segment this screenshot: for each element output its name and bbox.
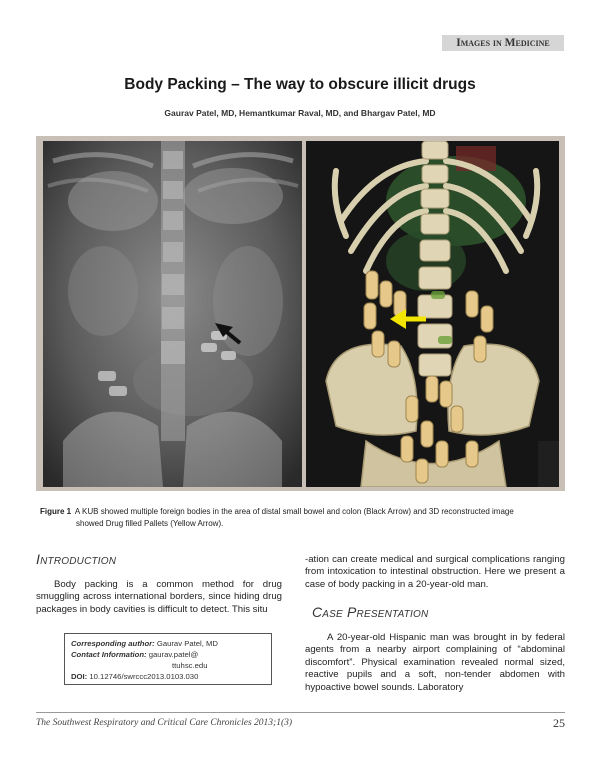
case-presentation-text: A 20-year-old Hispanic man was brought in by federal agents from a nearby airport complaining of “abdominal discomfort”. Physical examination revealed normal sized, reactive pupils and a soft, non-tender abdomen with hypoactive bowel sounds. Laboratory [305, 632, 565, 693]
case-presentation-heading: Case Presentation [312, 604, 429, 620]
ct-3d-drawing [306, 141, 559, 487]
contact-email-line1[interactable]: gaurav.patel@ [148, 650, 199, 659]
doi-value[interactable]: 10.12746/swrccc2013.0103.030 [89, 672, 199, 681]
article-title: Body Packing – The way to obscure illicit drugs [124, 76, 476, 93]
contact-email-line2[interactable]: ttuhsc.edu [172, 661, 208, 670]
page-number: 25 [553, 716, 565, 730]
ct-3d-reconstruction-image [306, 141, 559, 487]
introduction-heading: Introduction [36, 551, 117, 567]
doi-label: DOI: [71, 672, 88, 681]
article-authors: Gaurav Patel, MD, Hemantkumar Raval, MD, and Bhargav Patel, MD [164, 108, 436, 118]
introduction-text-left: Body packing is a common method for drug smuggling across international borders, since hiding drug packages in body cavities is difficult to detect. This situ [36, 579, 282, 615]
corresponding-author-label: Corresponding author: [71, 639, 155, 648]
contact-info-label: Contact Information: [71, 650, 147, 659]
section-tag: Images in Medicine [442, 35, 564, 51]
correspondence-box [64, 633, 272, 685]
journal-footer: The Southwest Respiratory and Critical Care Chronicles 2013;1(3) [36, 718, 293, 728]
figure-label: Figure 1 [40, 507, 72, 516]
figure-caption-line1: A KUB showed multiple foreign bodies in the area of distal small bowel and colon (Black Arrow) and 3D reconstructed image [74, 507, 514, 516]
kub-xray-image [43, 141, 302, 487]
introduction-text-right: -ation can create medical and surgical complications ranging from intoxication to intestinal obstruction. Here we present a case of body packing in a 20-year-old man. [305, 554, 565, 590]
footer-divider [36, 712, 565, 713]
figure-caption [40, 506, 564, 530]
kub-xray-drawing [43, 141, 302, 487]
corresponding-author: Gaurav Patel, MD [156, 639, 218, 648]
figure-caption-line2: showed Drug filled Pallets (Yellow Arrow). [76, 519, 224, 528]
